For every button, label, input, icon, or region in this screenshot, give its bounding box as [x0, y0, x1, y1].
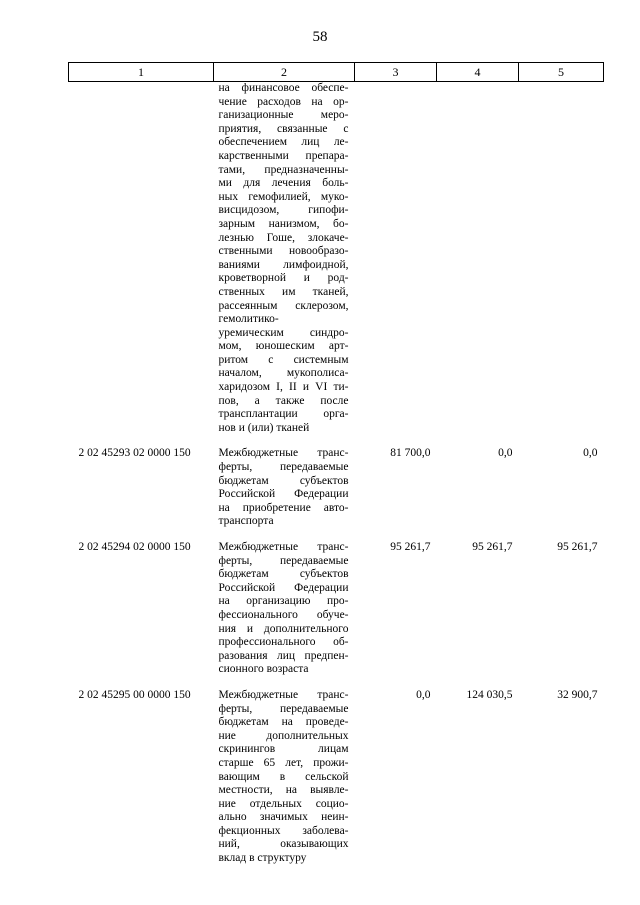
description-line: местности, на выявле-: [218, 784, 349, 797]
description-line: вающим в сельской: [218, 770, 349, 783]
spacer-cell: [437, 435, 519, 447]
description-line: скринингов лицам: [218, 743, 349, 756]
description-line: транспорта: [218, 515, 274, 528]
description-line: гемолитико-: [218, 313, 279, 326]
description-line: ферты, передаваемые: [218, 554, 349, 567]
description-line: началом, мукополиса-: [218, 367, 349, 380]
header-col-2: 2: [214, 63, 355, 82]
description-line: профессионального об-: [218, 636, 349, 649]
description-line: ния и дополнительного: [218, 622, 349, 635]
description-line: сионного возраста: [218, 663, 309, 676]
row-value-col-4: 0,0: [498, 447, 513, 460]
row-spacer: [69, 529, 604, 541]
description-line: чение расходов на ор-: [218, 95, 349, 108]
page-number: 58: [312, 29, 328, 45]
row-spacer: [69, 435, 604, 447]
description-line: пов, а также после: [218, 394, 349, 407]
table-row: [69, 689, 604, 866]
budget-table: [68, 62, 604, 866]
row-description: [214, 689, 355, 866]
description-line: зарным нанизмом, бо-: [218, 217, 349, 230]
row-value-col-4: 124 030,5: [466, 688, 513, 701]
description-line: ственными новообразо-: [218, 245, 349, 258]
description-line: ние дополнительных: [218, 729, 349, 742]
spacer-cell: [69, 677, 214, 689]
table-row: [69, 541, 604, 677]
description-line: тами, предназначенны-: [218, 163, 349, 176]
spacer-cell: [355, 529, 437, 541]
description-line: рассеянным склерозом,: [218, 299, 349, 312]
spacer-cell: [214, 435, 355, 447]
row-value-col-5: 0,0: [583, 447, 598, 460]
description-line: на приобретение авто-: [218, 501, 349, 514]
description-line: карственными препара-: [218, 149, 349, 162]
spacer-cell: [214, 529, 355, 541]
description-line: вклад в структуру: [218, 852, 307, 865]
row-code: 2 02 45294 02 0000 150: [78, 541, 191, 553]
row-value-col-3: 0,0: [416, 688, 431, 701]
header-col-3: 3: [355, 63, 437, 82]
spacer-cell: [437, 529, 519, 541]
description-line: харидозом I, II и VI ти-: [218, 381, 349, 394]
spacer-cell: [519, 435, 604, 447]
description-line: фессионального обуче-: [218, 608, 349, 621]
spacer-cell: [355, 677, 437, 689]
header-col-4: 4: [437, 63, 519, 82]
description-line: ных гемофилией, муко-: [218, 190, 349, 203]
description-line: мом, юношеским арт-: [218, 340, 349, 353]
description-line: Межбюджетные транс-: [218, 541, 349, 553]
row-value-col-3: 95 261,7: [390, 541, 431, 553]
row-code: 2 02 45295 00 0000 150: [78, 688, 191, 701]
description-line: ферты, передаваемые: [218, 461, 349, 474]
row-value-col-5: 32 900,7: [557, 688, 598, 701]
spacer-cell: [69, 529, 214, 541]
spacer-cell: [355, 435, 437, 447]
description-line: бюджетам субъектов: [218, 474, 349, 487]
row-value-col-3: 81 700,0: [390, 447, 431, 460]
description-line: ний, оказывающих: [218, 838, 349, 851]
description-line: Российской Федерации: [218, 581, 349, 594]
spacer-cell: [519, 529, 604, 541]
table-row: [69, 447, 604, 529]
description-line: ми для лечения боль-: [218, 177, 349, 190]
row-value-col-5: [519, 82, 604, 436]
description-line: ственных им тканей,: [218, 285, 349, 298]
description-line: уремическим синдро-: [218, 326, 349, 339]
row-description: [214, 82, 355, 436]
table-body: [69, 82, 604, 866]
spacer-cell: [519, 677, 604, 689]
description-line: бюджетам субъектов: [218, 568, 349, 581]
spacer-cell: [214, 677, 355, 689]
description-line: ние отдельных социо-: [218, 797, 349, 810]
header-row: [69, 63, 604, 82]
description-line: Межбюджетные транс-: [218, 688, 349, 701]
spacer-cell: [437, 677, 519, 689]
description-line: ферты, передаваемые: [218, 702, 349, 715]
description-line: Российской Федерации: [218, 488, 349, 501]
spacer-cell: [69, 435, 214, 447]
table-header: [69, 63, 604, 82]
description-line: ально значимых неин-: [218, 811, 349, 824]
row-value-col-4: [437, 82, 519, 436]
row-description: [214, 447, 355, 529]
description-line: обеспечением лиц ле-: [218, 136, 349, 149]
description-line: на организацию про-: [218, 595, 349, 608]
description-line: на финансовое обеспе-: [218, 82, 349, 94]
row-value-col-4: 95 261,7: [472, 541, 513, 553]
table-row: [69, 82, 604, 436]
description-line: кроветворной и род-: [218, 272, 349, 285]
description-line: ганизационные меро-: [218, 109, 349, 122]
row-value-col-5: 95 261,7: [557, 541, 598, 553]
header-col-5: 5: [519, 63, 604, 82]
row-description: [214, 541, 355, 677]
description-line: ритом с системным: [218, 353, 349, 366]
row-value-col-3: [355, 82, 437, 436]
description-line: бюджетам на проведе-: [218, 716, 349, 729]
description-line: разования лиц предпен-: [218, 649, 349, 662]
description-line: нов и (или) тканей: [218, 421, 310, 434]
header-col-1: 1: [69, 63, 214, 82]
row-code: 2 02 45293 02 0000 150: [78, 447, 191, 460]
description-line: трансплантации орга-: [218, 408, 349, 421]
description-line: фекционных заболева-: [218, 824, 349, 837]
description-line: висцидозом, гипофи-: [218, 204, 349, 217]
description-line: приятия, связанные с: [218, 122, 349, 135]
description-line: старше 65 лет, прожи-: [218, 756, 349, 769]
row-spacer: [69, 677, 604, 689]
row-code: [69, 82, 214, 436]
description-line: лезнью Гоше, злокаче-: [218, 231, 349, 244]
description-line: ваниями лимфоидной,: [218, 258, 349, 271]
description-line: Межбюджетные транс-: [218, 447, 349, 460]
